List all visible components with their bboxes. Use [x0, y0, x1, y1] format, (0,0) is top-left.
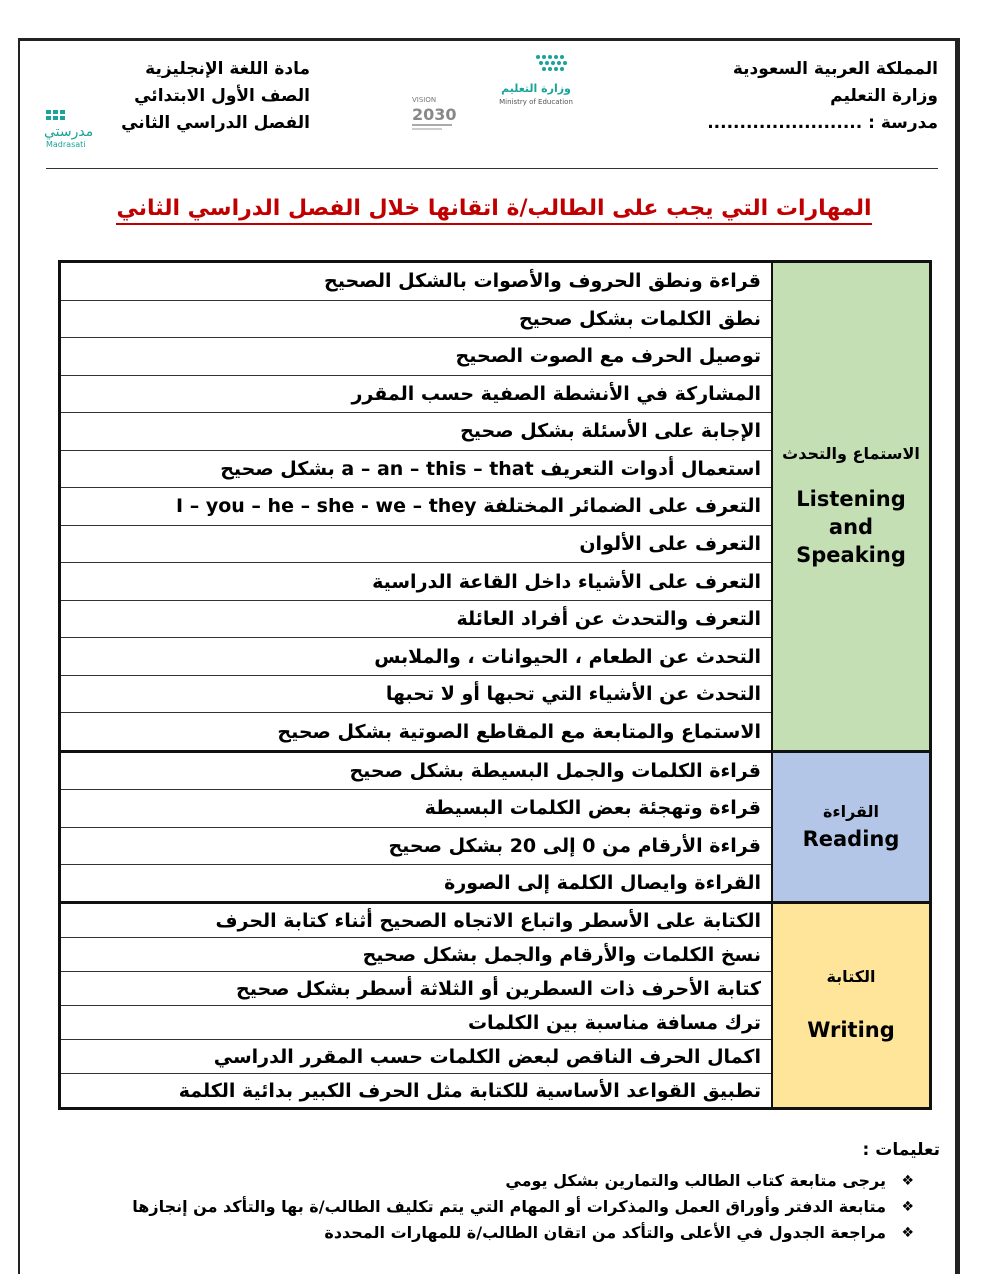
category-ar-label: الاستماع والتحدث — [782, 444, 920, 463]
category-listening-speaking — [771, 263, 929, 750]
category-ar-label: الكتابة — [826, 967, 876, 986]
header-left — [121, 56, 310, 137]
reading-skill-list — [61, 753, 771, 901]
skill-row: تطبيق القواعد الأساسية للكتابة مثل الحرف الكبير بدائية الكلمة — [178, 1079, 761, 1102]
skill-row: اكمال الحرف الناقص لبعض الكلمات حسب المقرر الدراسي — [61, 1040, 771, 1074]
section-reading — [61, 753, 929, 904]
skills-table — [58, 260, 932, 1110]
skill-row: ترك مسافة مناسبة بين الكلمات — [61, 1006, 771, 1040]
skill-row: قراءة الأرقام من 0 إلى 20 بشكل صحيح — [61, 828, 771, 865]
header-school: مدرسة : ........................ — [707, 113, 938, 133]
skill-row: القراءة وايصال الكلمة إلى الصورة — [444, 871, 761, 894]
instruction-text: يرجى متابعة كتاب الطالب والتمارين بشكل يومي — [505, 1171, 886, 1190]
svg-text:Madrasati: Madrasati — [46, 140, 86, 149]
category-writing — [771, 904, 929, 1107]
header-divider — [46, 168, 938, 169]
diamond-bullet-icon: ❖ — [901, 1199, 914, 1215]
listening-skill-list — [61, 263, 771, 750]
instructions-list — [132, 1168, 914, 1246]
writing-skill-list — [61, 904, 771, 1107]
skill-row: كتابة الأحرف ذات السطرين أو الثلاثة أسطر بشكل صحيح — [61, 972, 771, 1006]
skill-row: التعرف على الضمائر المختلفة I – you – he – she - we – they — [61, 488, 771, 526]
header-grade: الصف الأول الابتدائي — [134, 86, 310, 106]
skill-row: نسخ الكلمات والأرقام والجمل بشكل صحيح — [61, 938, 771, 972]
category-en-label: Reading — [802, 826, 900, 851]
header-country: المملكة العربية السعودية — [732, 59, 938, 79]
skill-row: التحدث عن الأشياء التي تحبها أو لا تحبها — [61, 676, 771, 714]
diamond-bullet-icon: ❖ — [901, 1225, 914, 1241]
skill-row: استعمال أدوات التعريف a – an – this – that بشكل صحيح — [61, 451, 771, 489]
category-ar-label: القراءة — [822, 801, 880, 821]
skill-row: التحدث عن الطعام ، الحيوانات ، والملابس — [61, 638, 771, 676]
skill-row: التعرف والتحدث عن أفراد العائلة — [61, 601, 771, 639]
instruction-text: متابعة الدفتر وأوراق العمل والمذكرات أو المهام التي يتم تكليف الطالب/ة بها والتأكد من إنجازها — [132, 1197, 886, 1216]
category-en-label-1: Listening — [796, 487, 906, 511]
skill-row: التعرف على الألوان — [61, 526, 771, 564]
diamond-bullet-icon: ❖ — [901, 1173, 914, 1189]
instructions-title: تعليمات : — [862, 1140, 940, 1160]
svg-text:وزارة التعليم: وزارة التعليم — [501, 82, 571, 95]
instruction-item — [132, 1168, 914, 1194]
svg-text:VISION: VISION — [412, 96, 437, 104]
skill-row: الإجابة على الأسئلة بشكل صحيح — [61, 413, 771, 451]
page-title-text: المهارات التي يجب على الطالب/ة اتقانها خلال الفصل الدراسي الثاني — [116, 196, 871, 225]
category-en-label-3: Speaking — [796, 543, 906, 567]
category-en-label: Writing — [807, 1018, 895, 1042]
svg-text:Ministry of Education: Ministry of Education — [499, 98, 573, 106]
skill-row: التعرف على الأشياء داخل القاعة الدراسية — [61, 563, 771, 601]
skill-row: نطق الكلمات بشكل صحيح — [61, 301, 771, 339]
header-ministry: وزارة التعليم — [830, 86, 938, 106]
skill-row: قراءة الكلمات والجمل البسيطة بشكل صحيح — [61, 753, 771, 790]
ministry-of-education-logo — [496, 52, 576, 112]
category-reading — [771, 753, 929, 901]
skill-row: قراءة وتهجئة بعض الكلمات البسيطة — [61, 790, 771, 827]
instruction-item — [132, 1220, 914, 1246]
skill-row: قراءة ونطق الحروف والأصوات بالشكل الصحيح — [61, 263, 771, 301]
svg-text:مدرستي: مدرستي — [44, 124, 94, 140]
skill-row: توصيل الحرف مع الصوت الصحيح — [61, 338, 771, 376]
skill-row: الكتابة على الأسطر واتباع الاتجاه الصحيح أثناء كتابة الحرف — [61, 904, 771, 938]
skill-row: المشاركة في الأنشطة الصفية حسب المقرر — [61, 376, 771, 414]
header-right — [707, 56, 938, 137]
section-listening-speaking — [61, 263, 929, 753]
header-term: الفصل الدراسي الثاني — [121, 113, 310, 133]
vision-2030-logo — [408, 92, 470, 136]
madrasati-logo — [38, 108, 118, 150]
instruction-item — [132, 1194, 914, 1220]
instruction-text: مراجعة الجدول في الأعلى والتأكد من اتقان الطالب/ة للمهارات المحددة — [324, 1223, 886, 1242]
header-subject: مادة اللغة الإنجليزية — [145, 59, 310, 79]
page-title — [0, 196, 988, 221]
category-en-label-2: and — [828, 515, 874, 539]
section-writing — [61, 904, 929, 1107]
svg-text:2030: 2030 — [412, 105, 457, 124]
skill-row: الاستماع والمتابعة مع المقاطع الصوتية بشكل صحيح — [277, 720, 761, 743]
